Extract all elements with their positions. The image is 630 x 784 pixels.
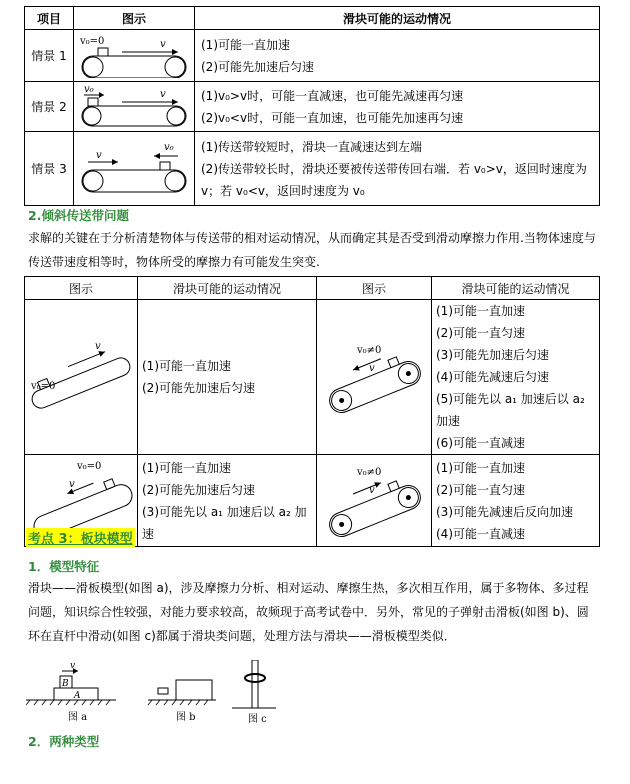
figure-a-caption: 图 a <box>68 712 88 723</box>
motion-cell <box>138 455 317 547</box>
section-heading-types: 2．两种类型 <box>28 734 100 749</box>
motion-line: (1)v₀>v时，可能一直减速，也可能先减速再匀速 <box>201 88 464 103</box>
row-label: 情景 3 <box>25 132 74 206</box>
svg-text:v₀: v₀ <box>84 84 94 95</box>
figure-cell <box>74 30 195 82</box>
motion-line: (4)可能一直减速 <box>436 526 525 541</box>
svg-text:v: v <box>160 89 166 100</box>
header-figure: 图示 <box>74 7 195 30</box>
header-motion: 滑块可能的运动情况 <box>138 277 317 300</box>
section-heading-model: 1．模型特征 <box>28 559 100 574</box>
table-row <box>25 82 600 132</box>
svg-text:v: v <box>369 485 375 496</box>
model-paragraph: 滑块——滑板模型(如图 a)，涉及摩擦力分析、相对运动、摩擦生热，多次相互作用，属于多物体、多过程问题，知识综合性较强，对能力要求较高，故频现于高考试卷中．另外，常见的子弹射击滑板(如图 b)、圆环在直杆中滑动(如图 c)都属于滑块类问题，处理方法与滑块——滑板模型类似． <box>28 581 589 643</box>
table-row <box>25 30 600 82</box>
motion-line: (3)可能先以 a₁ 加速后以 a₂ 加速 <box>142 504 307 541</box>
svg-text:v: v <box>96 150 102 161</box>
motion-line: (3)可能先减速后反向加速 <box>436 504 573 519</box>
motion-line: (1)可能一直加速 <box>142 460 231 475</box>
incline-up-figure <box>25 309 137 443</box>
motion-line: (1)可能一直加速 <box>436 304 525 318</box>
incline-down-figure <box>317 309 431 443</box>
figure-cell <box>317 455 432 547</box>
header-motion: 滑块可能的运动情况 <box>432 277 600 300</box>
figure-cell <box>317 300 432 455</box>
header-item: 项目 <box>25 7 74 30</box>
figure-c-caption: 图 c <box>248 714 267 725</box>
table-header-row <box>25 277 600 300</box>
svg-text:v: v <box>369 362 375 374</box>
motion-line: (1)可能一直加速 <box>201 37 290 52</box>
header-figure: 图示 <box>317 277 432 300</box>
belt-figure-1 <box>74 30 194 78</box>
motion-line: (5)可能先以 a₁ 加速后以 a₂ 加速 <box>436 392 585 428</box>
svg-text:v₀≠0: v₀≠0 <box>357 467 382 478</box>
motion-line: v；若 v₀<v，返回时速度为 v₀ <box>201 183 365 198</box>
svg-text:v: v <box>70 661 76 671</box>
figure-cell <box>74 82 195 132</box>
incline-up-pulley-figure <box>317 455 431 543</box>
table-header-row <box>25 7 600 30</box>
motion-line: (2)可能先加速后匀速 <box>201 59 314 74</box>
svg-text:v₀: v₀ <box>164 142 174 153</box>
svg-text:v₀=0: v₀=0 <box>31 380 56 392</box>
svg-text:A: A <box>74 691 81 701</box>
motion-cell <box>432 455 600 547</box>
svg-text:v₀≠0: v₀≠0 <box>357 344 382 356</box>
svg-text:B: B <box>62 679 69 689</box>
motion-cell <box>432 300 600 455</box>
motion-cell <box>138 300 317 455</box>
table-row <box>25 132 600 206</box>
model-figures <box>26 660 286 728</box>
section-heading-incline: 2.倾斜传送带问题 <box>28 208 129 223</box>
svg-text:v: v <box>95 340 101 352</box>
svg-text:v: v <box>160 39 166 50</box>
motion-line: (2)可能先加速后匀速 <box>142 381 255 395</box>
motion-line: (2)可能先加速后匀速 <box>142 482 255 497</box>
row-label: 情景 2 <box>25 82 74 132</box>
motion-line: (1)可能一直加速 <box>142 359 231 373</box>
header-figure: 图示 <box>25 277 138 300</box>
figure-cell <box>25 300 138 455</box>
motion-line: (2)可能一直匀速 <box>436 482 525 497</box>
motion-line: (4)可能先减速后匀速 <box>436 370 549 384</box>
motion-cell <box>195 132 600 206</box>
kaodian-3-heading: 考点 3：板块模型 <box>26 528 135 547</box>
motion-line: (1)可能一直加速 <box>436 460 525 475</box>
motion-line: (1)传送带较短时，滑块一直减速达到左端 <box>201 139 422 154</box>
label-v0-zero: v₀=0 <box>80 36 105 47</box>
row-label: 情景 1 <box>25 30 74 82</box>
inclined-belt-table <box>24 276 600 547</box>
motion-cell <box>195 30 600 82</box>
figure-b-caption: 图 b <box>176 712 196 723</box>
motion-line: (2)可能一直匀速 <box>436 326 525 340</box>
horizontal-belt-table <box>24 6 600 206</box>
header-motion: 滑块可能的运动情况 <box>195 7 600 30</box>
table-row <box>25 300 600 455</box>
motion-cell <box>195 82 600 132</box>
motion-line: (2)传送带较长时，滑块还要被传送带传回右端．若 v₀>v，返回时速度为 <box>201 161 587 176</box>
figure-cell <box>74 132 195 206</box>
svg-text:v₀=0: v₀=0 <box>77 461 102 472</box>
svg-text:v: v <box>69 479 75 490</box>
incline-paragraph: 求解的关键在于分析清楚物体与传送带的相对运动情况，从而确定其是否受到滑动摩擦力作用.当物体速度与传送带速度相等时，物体所受的摩擦力有可能发生突变. <box>28 231 596 269</box>
motion-line: (3)可能先加速后匀速 <box>436 348 549 362</box>
belt-figure-2 <box>74 82 194 128</box>
belt-figure-3 <box>74 132 194 202</box>
motion-line: (6)可能一直减速 <box>436 436 525 450</box>
motion-line: (2)v₀<v时，可能一直加速，也可能先加速再匀速 <box>201 110 464 125</box>
